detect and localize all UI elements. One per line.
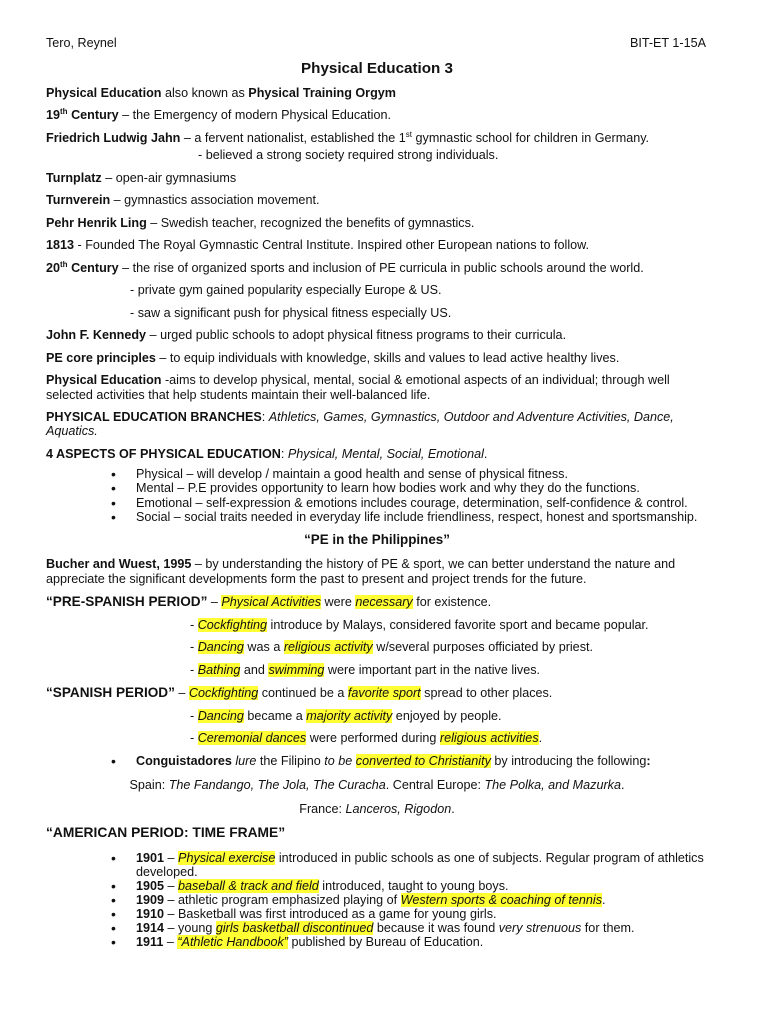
italic-text: The Fandango, The Jola, The Curacha (168, 777, 386, 792)
timeline-item (136, 851, 708, 879)
text: introduce by Malays, considered favorite sport and became popular. (267, 617, 649, 632)
highlight: Physical exercise (178, 850, 276, 865)
text: – athletic program emphasized playing of (164, 892, 401, 907)
paragraph-aspects (46, 447, 708, 461)
text: . (483, 446, 488, 461)
text: – a fervent nationalist, established the 1 (180, 130, 406, 145)
text: France: (299, 802, 346, 817)
text: - (190, 640, 198, 655)
list-item (136, 754, 708, 768)
italic-text: Lanceros, Rigodon (345, 802, 452, 817)
term: John F. Kennedy (46, 328, 147, 343)
text: – Swedish teacher, recognized the benefits of gymnastics. (146, 215, 475, 230)
term: Pehr Henrik Ling (46, 215, 147, 230)
highlight: Bathing (197, 662, 241, 677)
text: introduced, taught to young boys. (318, 878, 509, 893)
superscript: st (405, 129, 413, 139)
paragraph-core-principles (46, 351, 708, 365)
text: for existence. (412, 595, 492, 610)
text: gymnastic school for children in Germany. (412, 130, 650, 145)
italic-text: lure (235, 753, 257, 768)
term: Physical Education (46, 85, 162, 100)
text: were (321, 595, 356, 610)
text: continued be a (258, 686, 348, 701)
highlight: Western sports & coaching of tennis (400, 892, 603, 907)
text: – (164, 850, 179, 865)
list-item: • Mental – P.E provides opportunity to learn how bodies work and why they do the functions. (136, 481, 708, 495)
term: Bucher and Wuest, 1995 (46, 557, 192, 572)
term: 4 ASPECTS OF PHYSICAL EDUCATION (46, 446, 281, 461)
term: Physical Education (46, 373, 162, 388)
text: also known as (161, 85, 249, 100)
highlight: Cockfighting (188, 686, 259, 701)
paragraph-20th-detail-2: - saw a significant push for physical fitness especially US. (130, 305, 452, 320)
paragraph-bucher-wuest (46, 557, 708, 586)
term: Century (67, 260, 119, 275)
paragraph-1813 (46, 238, 708, 252)
text: became a (243, 708, 307, 723)
text: – to equip individuals with knowledge, skills and values to lead active healthy lives. (155, 350, 620, 365)
text: – by understanding the history of PE & sport, we can better understand the nature and appreciate the significant developments form the past to present and project trends for the future. (46, 557, 676, 586)
paragraph-20th-detail-1: - private gym gained popularity especially Europe & US. (130, 283, 442, 298)
text: – urged public schools to adopt physical fitness programs to their curricula. (146, 328, 567, 343)
paragraph-spanish-2 (46, 731, 708, 745)
term: PE core principles (46, 350, 156, 365)
paragraph-pre-spanish-1 (46, 618, 708, 632)
text: . (620, 777, 625, 792)
text: : (280, 446, 288, 461)
text: – young (164, 921, 216, 936)
text: – (174, 686, 189, 701)
paragraph-dances-france (46, 802, 708, 816)
period-title: “PRE-SPANISH PERIOD” (46, 594, 208, 610)
text: - (190, 731, 198, 746)
text: - (190, 617, 198, 632)
paragraph-jahn-detail: - believed a strong society required strong individuals. (198, 148, 499, 163)
paragraph-turnplatz (46, 171, 708, 185)
paragraph-spanish-1 (46, 709, 708, 723)
timeline-item (136, 907, 708, 921)
text: and (240, 662, 269, 677)
conquistadores-list (46, 754, 708, 768)
paragraph-spanish (46, 685, 708, 701)
text: . (538, 731, 543, 746)
list-item: • Social – social traits needed in everyday life include friendliness, respect, honest and sportsmanship. (136, 510, 708, 524)
italic-text: to be (324, 753, 353, 768)
term: 20 (46, 260, 61, 275)
paragraph-pre-spanish (46, 594, 708, 610)
text: enjoyed by people. (392, 708, 502, 723)
text: -aims to develop physical, mental, social & emotional aspects of an individual; through well selected activities that help students maintain their well-balanced life. (46, 373, 670, 402)
highlight: religious activities (439, 731, 539, 746)
text: – Basketball was first introduced as a game for young girls. (164, 906, 497, 921)
text: : (646, 753, 651, 768)
text: because it was found (373, 921, 499, 936)
italic-text: Physical, Mental, Social, Emotional (287, 446, 484, 461)
term: Turnverein (46, 193, 111, 208)
year: 1910 (136, 906, 165, 921)
text: – the rise of organized sports and inclusion of PE curricula in public schools around the world. (118, 260, 644, 275)
document-title: Physical Education 3 (301, 60, 453, 78)
text: – (164, 878, 179, 893)
paragraph-dances-spain-europe (46, 778, 708, 792)
text: - (190, 662, 198, 677)
highlight: Ceremonial dances (197, 731, 307, 746)
highlight: religious activity (283, 640, 373, 655)
section-heading-american: “AMERICAN PERIOD: TIME FRAME” (46, 824, 286, 840)
paragraph-pre-spanish-3 (46, 663, 708, 677)
highlight: Cockfighting (197, 617, 268, 632)
text: Spain: (129, 777, 169, 792)
term: Friedrich Ludwig Jahn (46, 130, 181, 145)
text: w/several purposes officiated by priest. (372, 640, 593, 655)
year: 1909 (136, 892, 165, 907)
superscript: th (60, 259, 68, 269)
american-timeline-list (46, 851, 708, 950)
timeline-item (136, 921, 708, 935)
term: Physical Training Orgym (248, 85, 396, 100)
highlight: swimming (268, 662, 325, 677)
list-item: • Emotional – self-expression & emotions includes courage, determination, self-confidence & control. (136, 496, 708, 510)
aspects-list (46, 467, 708, 523)
term: 1813 (46, 238, 75, 253)
text: for them. (581, 921, 635, 936)
paragraph-20th-century (46, 261, 708, 275)
superscript: th (60, 107, 68, 117)
text: were performed during (306, 731, 440, 746)
paragraph-pe-known-as (46, 86, 708, 100)
year: 1901 (136, 850, 165, 865)
italic-text: Athletics, Games, Gymnastics, Outdoor and Adventure Activities, Dance, Aquatics. (46, 409, 674, 439)
text: - Founded The Royal Gymnastic Central Institute. Inspired other European nations to follow. (74, 238, 590, 253)
text: published by Bureau of Education. (287, 935, 484, 950)
paragraph-19th-century (46, 108, 708, 122)
text: was a (243, 640, 284, 655)
paragraph-pe-aims (46, 373, 708, 402)
text: the Filipino (256, 753, 325, 768)
text: – (207, 595, 222, 610)
paragraph-pre-spanish-2 (46, 640, 708, 654)
text: . (602, 892, 606, 907)
text: – (163, 935, 178, 950)
italic-text: The Polka, and Mazurka (484, 777, 621, 792)
timeline-item (136, 935, 708, 949)
paragraph-kennedy (46, 328, 708, 342)
highlight: baseball & track and field (178, 878, 319, 893)
period-title: “SPANISH PERIOD” (46, 685, 175, 701)
highlight: Physical Activities (221, 595, 322, 610)
term: Conguistadores (136, 753, 232, 768)
term: Century (67, 108, 119, 123)
text: introduced in public schools as one of subjects. Regular program of athletics developed. (136, 850, 704, 879)
year: 1911 (136, 935, 164, 950)
text: - (190, 708, 198, 723)
year: 1905 (136, 878, 165, 893)
document-header (46, 36, 708, 50)
term: 19 (46, 108, 61, 123)
term: PHYSICAL EDUCATION BRANCHES (46, 409, 262, 424)
section-heading-philippines: “PE in the Philippines” (304, 531, 450, 547)
highlight: favorite sport (347, 686, 421, 701)
text: spread to other places. (420, 686, 553, 701)
timeline-item (136, 893, 708, 907)
text: . (451, 802, 455, 817)
highlight: “Athletic Handbook” (177, 935, 288, 950)
year: 1914 (136, 921, 165, 936)
paragraph-branches (46, 410, 708, 439)
highlight: Dancing (197, 708, 244, 723)
term: Turnplatz (46, 170, 102, 185)
text: : (261, 409, 269, 424)
highlight: necessary (355, 595, 413, 610)
highlight: majority activity (306, 708, 393, 723)
highlight: girls basketball discontinued (215, 921, 374, 936)
text: were important part in the native lives. (324, 662, 541, 677)
author-name: Tero, Reynel (46, 36, 117, 50)
text: – open-air gymnasiums (101, 170, 237, 185)
paragraph-jahn (46, 131, 708, 145)
text: – gymnastics association movement. (110, 193, 320, 208)
timeline-item (136, 879, 708, 893)
section-code: BIT-ET 1-15A (629, 36, 706, 50)
italic-text: very strenuous (498, 921, 582, 936)
text: – the Emergency of modern Physical Education. (118, 108, 391, 123)
text: . Central Europe: (385, 777, 485, 792)
text: by introducing the following (490, 753, 647, 768)
list-item: • Physical – will develop / maintain a good health and sense of physical fitness. (136, 467, 708, 481)
highlight: converted to Christianity (355, 753, 491, 768)
paragraph-ling (46, 216, 708, 230)
paragraph-turnverein (46, 193, 708, 207)
highlight: Dancing (197, 640, 244, 655)
